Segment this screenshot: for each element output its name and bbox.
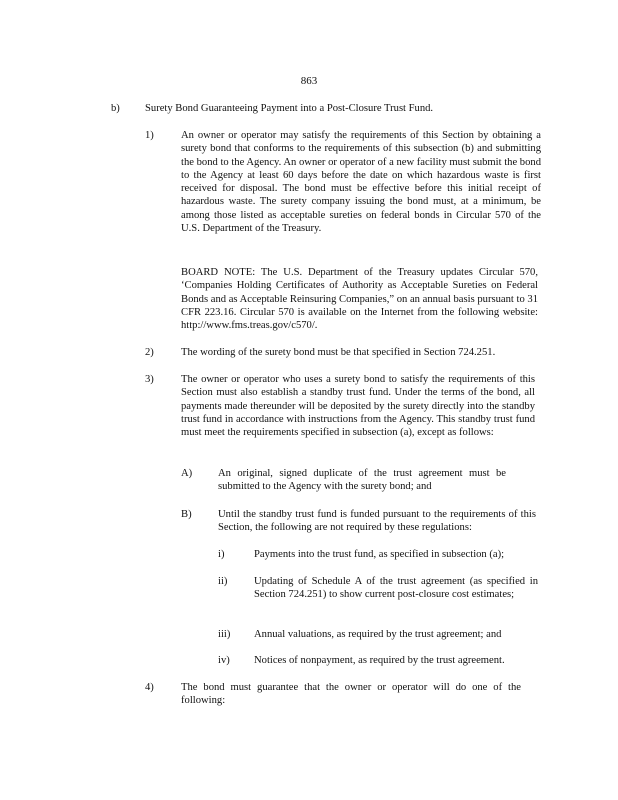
item-3b-text: Until the standby trust fund is funded pursuant to the requirements of this Section, the following are not required by these regulations: xyxy=(218,509,536,534)
item-1-label: 1) xyxy=(145,130,154,141)
item-3b-iv-text: Notices of nonpayment, as required by the trust agreement. xyxy=(254,655,505,666)
item-3b-i-text: Payments into the trust fund, as specified in subsection (a); xyxy=(254,549,505,560)
section-heading: Surety Bond Guaranteeing Payment into a Post-Closure Trust Fund. xyxy=(145,103,434,114)
page-number: 863 xyxy=(300,75,318,87)
item-3-label: 3) xyxy=(145,374,154,385)
item-3b-ii-text: Updating of Schedule A of the trust agreement (as specified in Section 724.251) to show current post-closure cost estimates; xyxy=(254,576,538,601)
board-note: BOARD NOTE: The U.S. Department of the Treasury updates Circular 570, ‘Companies Holding Certificates of Authority as Acceptable Sureties on Federal Bonds and as Acceptable Reinsuring Companies,” on an annual basis pursuant to 31 CFR 223.16. Circular 570 is available on the Internet from the following website: http://www.fms.treas.gov/c570/. xyxy=(181,267,538,332)
item-3b-iii-text: Annual valuations, as required by the trust agreement; and xyxy=(254,629,502,640)
item-4-label: 4) xyxy=(145,682,154,693)
item-4-text: The bond must guarantee that the owner or operator will do one of the following: xyxy=(181,682,521,707)
item-3a-text: An original, signed duplicate of the trust agreement must be submitted to the Agency with the surety bond; and xyxy=(218,468,506,493)
item-3b-iv-label: iv) xyxy=(218,655,230,666)
item-2-label: 2) xyxy=(145,347,154,358)
section-label: b) xyxy=(111,103,120,114)
item-3-text: The owner or operator who uses a surety bond to satisfy the requirements of this Section must also establish a standby trust fund. Under the terms of the bond, all payments made thereunder will be deposited by the surety directly into the standby trust fund in accordance with instructions from the Agency. This standby trust fund must meet the requirements specified in subsection (a), except as follows: xyxy=(181,374,535,439)
item-3b-ii-label: ii) xyxy=(218,576,228,587)
item-3b-i-label: i) xyxy=(218,549,225,560)
item-3a-label: A) xyxy=(181,468,193,479)
item-2-text: The wording of the surety bond must be that specified in Section 724.251. xyxy=(181,347,496,358)
item-3b-iii-label: iii) xyxy=(218,629,231,640)
item-3b-label: B) xyxy=(181,509,192,520)
item-1-text: An owner or operator may satisfy the requirements of this Section by obtaining a surety bond that conforms to the requirements of this subsection (b) and submitting the bond to the Agency. An owner or operator of a new facility must submit the bond to the Agency at least 60 days before the date on which hazardous waste is first received for disposal. The bond must be effective before this initial receipt of hazardous waste. The surety company issuing the bond must, at a minimum, be among those listed as acceptable sureties on federal bonds in Circular 570 of the U.S. Department of the Treasury. xyxy=(181,130,541,235)
